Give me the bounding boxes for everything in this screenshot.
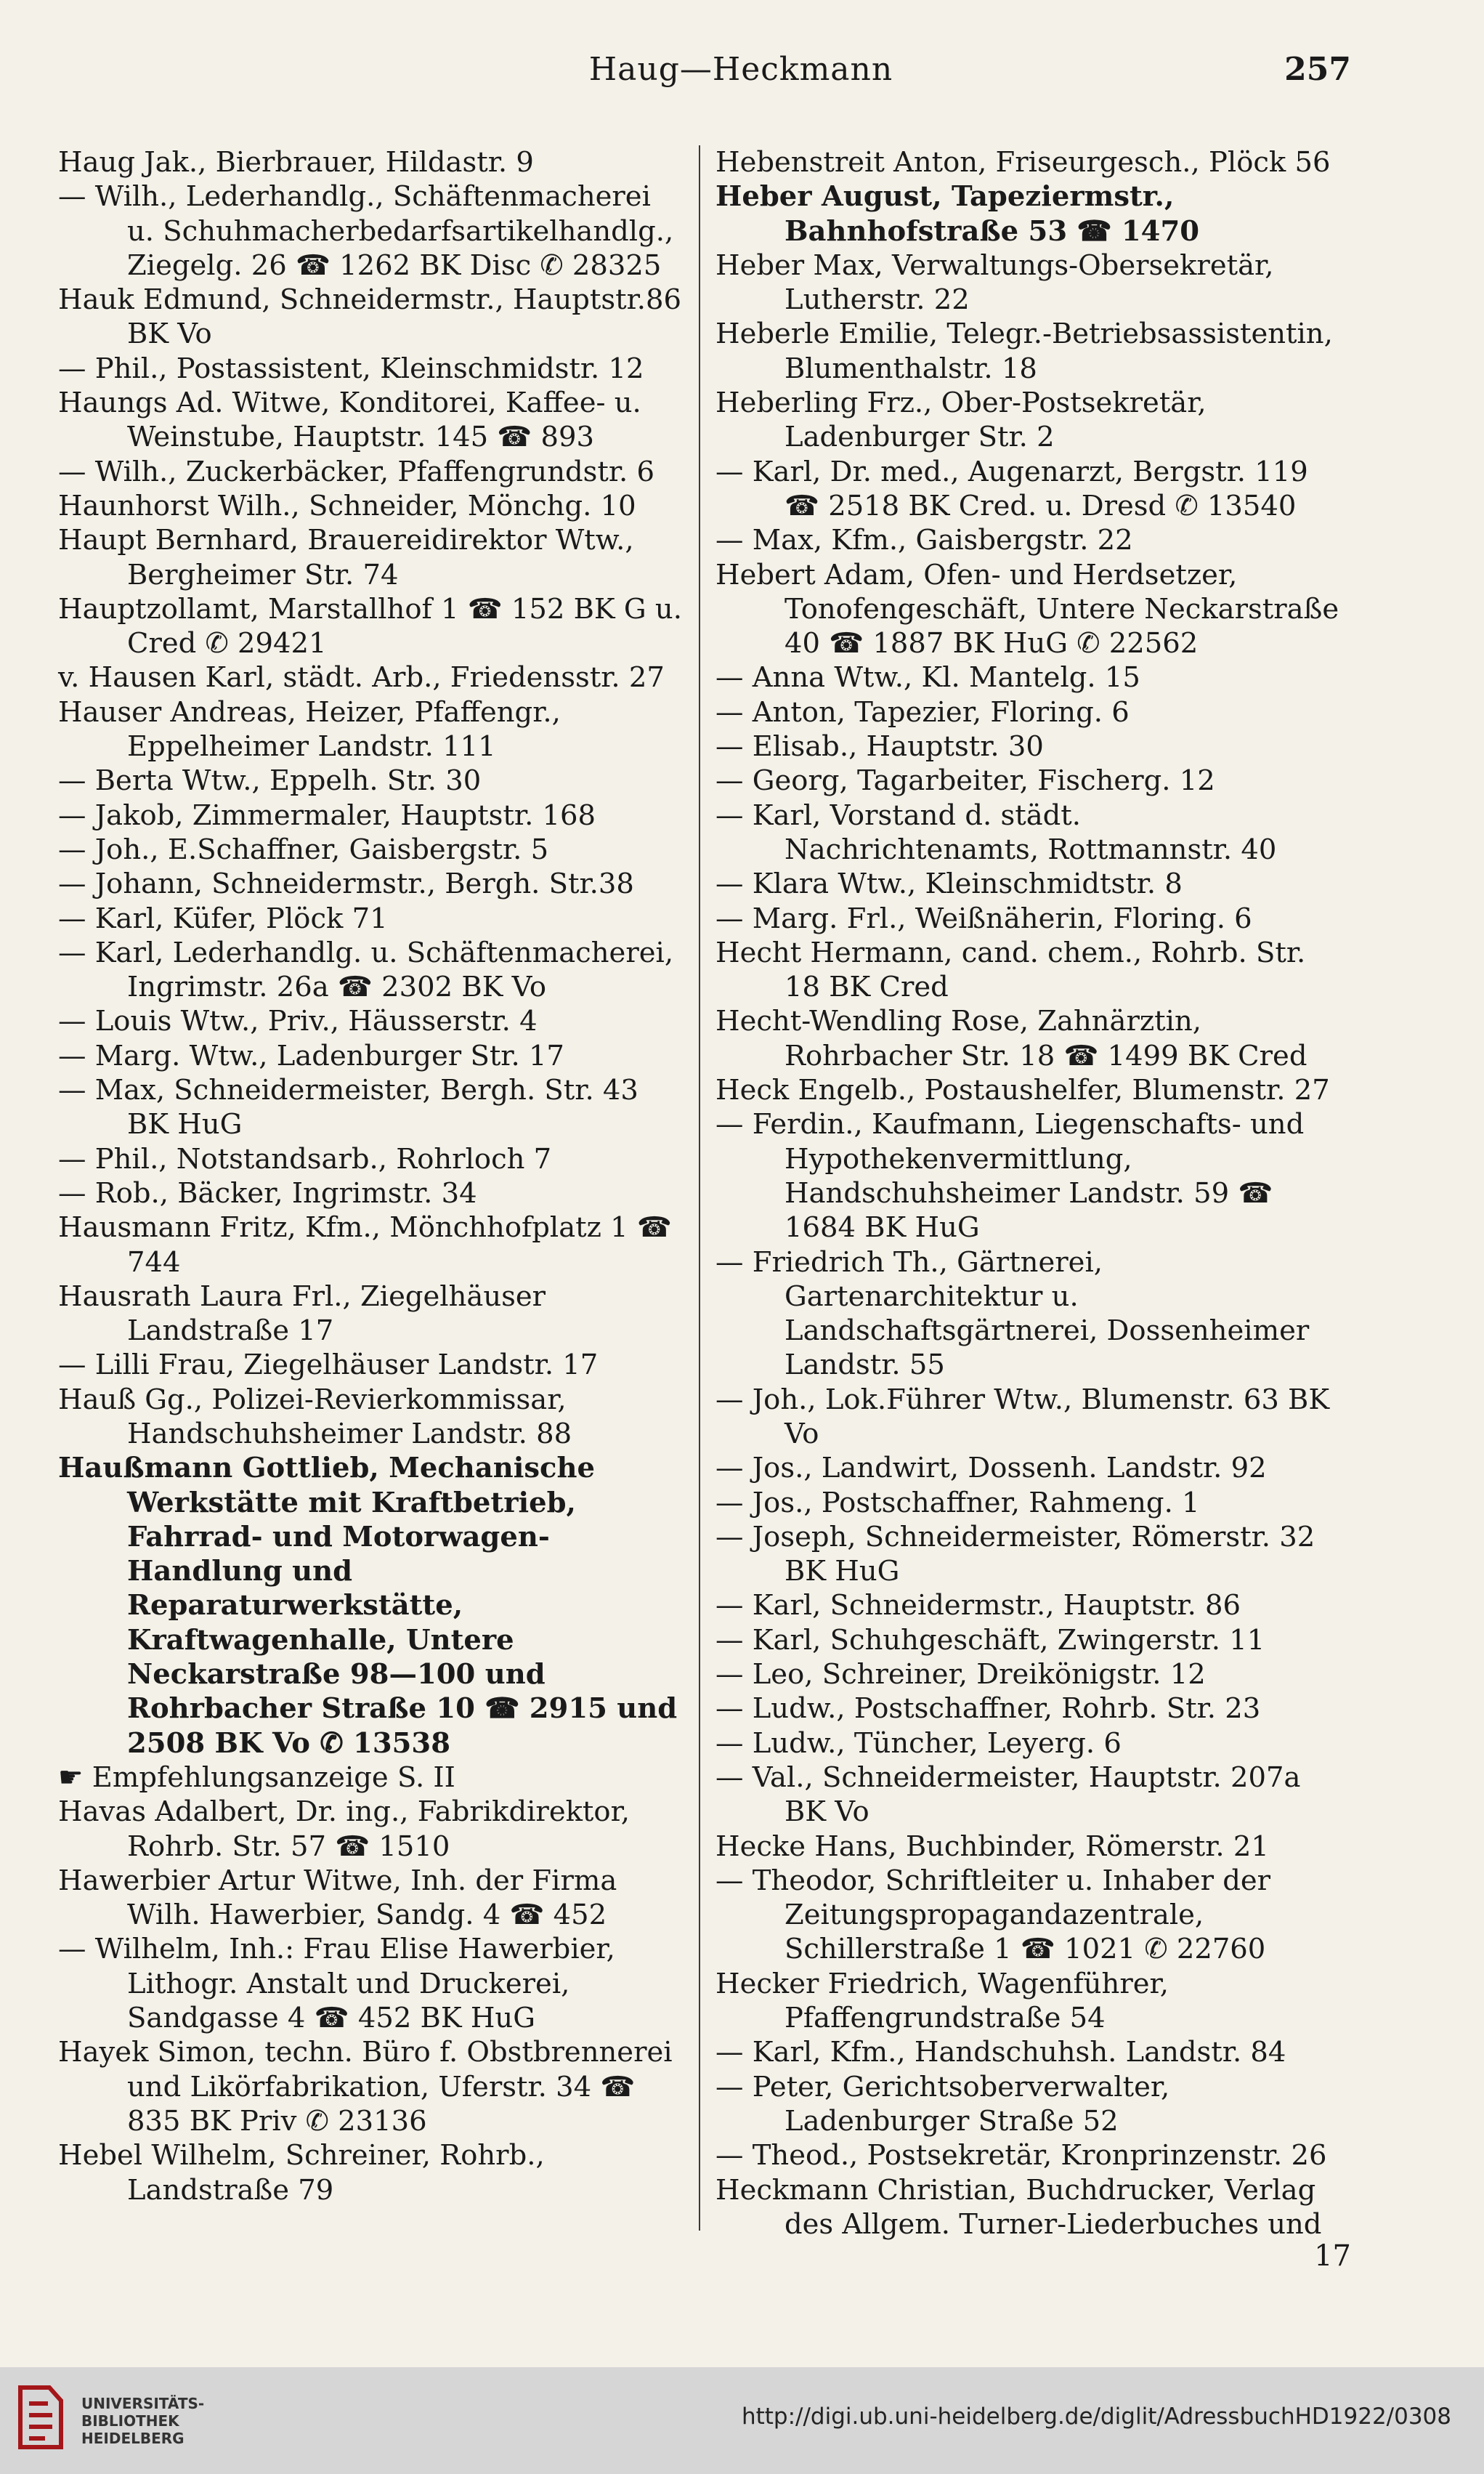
- directory-entry: Hecht Hermann, cand. chem., Rohrb. Str. 18 BK Cred: [715, 936, 1315, 1004]
- directory-entry: Hawerbier Artur Witwe, Inh. der Firma Wilh. Hawerbier, Sandg. 4 ☎ 452: [58, 1864, 626, 1932]
- page-number: 257: [1284, 51, 1351, 88]
- library-name-line: HEIDELBERG: [81, 2430, 185, 2447]
- directory-entry: — Phil., Postassistent, Kleinschmidstr. 12: [58, 352, 644, 385]
- directory-entry: — Max, Schneidermeister, Bergh. Str. 43 BK HuG: [58, 1074, 648, 1141]
- directory-entry: — Anton, Tapezier, Floring. 6: [715, 695, 1130, 729]
- directory-entry: Hauß Gg., Polizei-Revierkommissar, Handschuhsheimer Landstr. 88: [58, 1383, 575, 1450]
- directory-entry: Heber Max, Verwaltungs-Obersekretär, Lutherstr. 22: [715, 248, 1283, 317]
- running-head: Haug—Heckmann: [588, 51, 893, 88]
- signature-mark: 17: [1314, 2239, 1351, 2273]
- column-divider: [699, 145, 700, 2231]
- directory-entry: — Karl, Kfm., Handschuhsh. Landstr. 84: [715, 2036, 1286, 2069]
- library-name-line: BIBLIOTHEK: [81, 2412, 179, 2430]
- directory-entry: — Ferdin., Kaufmann, Liegenschafts- und Hypothekenvermittlung, Handschuhsheimer Landstr. 59 ☎ 1684 BK HuG: [715, 1108, 1313, 1245]
- directory-entry: — Leo, Schreiner, Dreikönigstr. 12: [715, 1658, 1206, 1691]
- directory-entry: Heckmann Christian, Buchdrucker, Verlag des Allgem. Turner-Liederbuches und: [715, 2173, 1325, 2241]
- directory-entry: ☛ Empfehlungsanzeige S. II: [58, 1760, 455, 1794]
- directory-entry: — Theod., Postsekretär, Kronprinzenstr. 26: [715, 2139, 1327, 2172]
- directory-entry: Hecker Friedrich, Wagenführer, Pfaffengrundstraße 54: [715, 1967, 1178, 2035]
- directory-entry: Hebert Adam, Ofen- und Herdsetzer, Tonofengeschäft, Untere Neckarstraße 40 ☎ 1887 BK HuG ✆ 22562: [715, 558, 1348, 660]
- directory-entry: Haußmann Gottlieb, Mechanische Werkstätte mit Kraftbetrieb, Fahrrad- und Motorwagen-Handlung und Reparaturwerkstätte, Kraftwagenhalle, Untere Neckarstraße 98—100 und Rohrbacher Straße 10 ☎ 2915 und 2508 BK Vo ✆ 13538: [58, 1452, 687, 1760]
- directory-entry: Haug Jak., Bierbrauer, Hildastr. 9: [58, 146, 534, 179]
- directory-entry: — Jos., Postschaffner, Rahmeng. 1: [715, 1486, 1200, 1519]
- directory-entry: Haunhorst Wilh., Schneider, Mönchg. 10: [58, 489, 636, 522]
- directory-entry: Hayek Simon, techn. Büro f. Obstbrennerei und Likörfabrikation, Uferstr. 34 ☎ 835 BK Priv ✆ 23136: [58, 2036, 681, 2138]
- directory-entry: — Klara Wtw., Kleinschmidtstr. 8: [715, 868, 1183, 901]
- directory-entry: Heber August, Tapeziermstr., Bahnhofstraße 53 ☎ 1470: [715, 180, 1200, 248]
- source-url-link[interactable]: http://digi.ub.uni-heidelberg.de/diglit/AdressbuchHD1922/0308: [741, 2404, 1451, 2430]
- directory-entry: Haupt Bernhard, Brauereidirektor Wtw., Bergheimer Str. 74: [58, 524, 643, 591]
- directory-entry: — Johann, Schneidermstr., Bergh. Str.38: [58, 868, 634, 901]
- directory-entry: Heberle Emilie, Telegr.-Betriebsassistentin, Blumenthalstr. 18: [715, 318, 1342, 385]
- directory-entry: — Ludw., Tüncher, Leyerg. 6: [715, 1726, 1122, 1760]
- directory-entry: — Karl, Küfer, Plöck 71: [58, 902, 388, 935]
- directory-entry: — Max, Kfm., Gaisbergstr. 22: [715, 524, 1133, 557]
- directory-entry: — Joh., Lok.Führer Wtw., Blumenstr. 63 BK Vo: [715, 1383, 1339, 1450]
- directory-entry: Havas Adalbert, Dr. ing., Fabrikdirektor, Rohrb. Str. 57 ☎ 1510: [58, 1795, 639, 1863]
- directory-entry: — Karl, Lederhandlg. u. Schäftenmacherei, Ingrimstr. 26a ☎ 2302 BK Vo: [58, 936, 683, 1004]
- directory-entry: — Karl, Schneidermstr., Hauptstr. 86: [715, 1589, 1241, 1622]
- directory-entry: — Friedrich Th., Gärtnerei, Gartenarchitektur u. Landschaftsgärtnerei, Dossenheimer Landstr. 55: [715, 1245, 1318, 1382]
- directory-entry: Hecht-Wendling Rose, Zahnärztin, Rohrbacher Str. 18 ☎ 1499 BK Cred: [715, 1005, 1307, 1072]
- directory-entry: Hebel Wilhelm, Schreiner, Rohrb., Landstraße 79: [58, 2139, 554, 2207]
- directory-entry: Hebenstreit Anton, Friseurgesch., Plöck 56: [715, 146, 1331, 179]
- directory-entry: — Berta Wtw., Eppelh. Str. 30: [58, 764, 482, 798]
- directory-entry: Hecke Hans, Buchbinder, Römerstr. 21: [715, 1830, 1269, 1863]
- directory-entry: — Jos., Landwirt, Dossenh. Landstr. 92: [715, 1452, 1267, 1485]
- directory-entry: — Theodor, Schriftleiter u. Inhaber der Zeitungspropagandazentrale, Schillerstraße 1 ☎ 1021 ✆ 22760: [715, 1864, 1280, 1966]
- directory-entry: Heberling Frz., Ober-Postsekretär, Ladenburger Str. 2: [715, 387, 1215, 454]
- directory-entry: — Peter, Gerichtsoberverwalter, Ladenburger Straße 52: [715, 2070, 1179, 2138]
- right-column: [715, 145, 1348, 2241]
- directory-entry: Hauptzollamt, Marstallhof 1 ☎ 152 BK G u. Cred ✆ 29421: [58, 592, 692, 660]
- directory-entry: — Rob., Bäcker, Ingrimstr. 34: [58, 1176, 477, 1210]
- directory-entry: — Georg, Tagarbeiter, Fischerg. 12: [715, 764, 1215, 798]
- directory-entry: — Wilh., Zuckerbäcker, Pfaffengrundstr. 6: [58, 455, 655, 488]
- library-name-line: UNIVERSITÄTS-: [81, 2395, 205, 2412]
- directory-entry: — Marg. Frl., Weißnäherin, Floring. 6: [715, 902, 1252, 935]
- directory-entry: — Karl, Dr. med., Augenarzt, Bergstr. 119 ☎ 2518 BK Cred. u. Dresd ✆ 13540: [715, 455, 1317, 522]
- directory-entry: Hausrath Laura Frl., Ziegelhäuser Landstraße 17: [58, 1280, 555, 1348]
- directory-entry: — Wilh., Lederhandlg., Schäftenmacherei u. Schuhmacherbedarfsartikelhandlg., Ziegelg. 26 ☎ 1262 BK Disc ✆ 28325: [58, 180, 683, 282]
- directory-entry: v. Hausen Karl, städt. Arb., Friedensstr. 27: [58, 661, 665, 695]
- directory-entry: — Joseph, Schneidermeister, Römerstr. 32 BK HuG: [715, 1520, 1324, 1588]
- directory-entry: — Ludw., Postschaffner, Rohrb. Str. 23: [715, 1692, 1261, 1726]
- directory-entry: Haungs Ad. Witwe, Konditorei, Kaffee- u. Weinstube, Hauptstr. 145 ☎ 893: [58, 387, 651, 454]
- directory-entry: — Louis Wtw., Priv., Häusserstr. 4: [58, 1005, 538, 1038]
- directory-entry: — Wilhelm, Inh.: Frau Elise Hawerbier, Lithogr. Anstalt und Druckerei, Sandgasse 4 ☎ 452 BK HuG: [58, 1933, 625, 2035]
- directory-entry: — Val., Schneidermeister, Hauptstr. 207a BK Vo: [715, 1760, 1310, 1829]
- directory-entry: — Phil., Notstandsarb., Rohrloch 7: [58, 1142, 552, 1176]
- directory-entry: — Anna Wtw., Kl. Mantelg. 15: [715, 661, 1140, 695]
- directory-entry: — Joh., E.Schaffner, Gaisbergstr. 5: [58, 833, 549, 866]
- library-name: [81, 2395, 204, 2447]
- directory-entry: — Elisab., Hauptstr. 30: [715, 730, 1044, 764]
- library-logo-icon[interactable]: [16, 2385, 65, 2450]
- directory-entry: — Lilli Frau, Ziegelhäuser Landstr. 17: [58, 1349, 599, 1382]
- directory-entry: — Jakob, Zimmermaler, Hauptstr. 168: [58, 799, 596, 832]
- left-column: [58, 145, 692, 2207]
- directory-entry: — Karl, Schuhgeschäft, Zwingerstr. 11: [715, 1623, 1265, 1657]
- directory-entry: — Karl, Vorstand d. städt. Nachrichtenamts, Rottmannstr. 40: [715, 799, 1277, 866]
- directory-entry: — Marg. Wtw., Ladenburger Str. 17: [58, 1039, 564, 1072]
- directory-entry: Hauk Edmund, Schneidermstr., Hauptstr.86 BK Vo: [58, 283, 691, 351]
- page-header: [0, 51, 1484, 109]
- directory-entry: Heck Engelb., Postaushelfer, Blumenstr. 27: [715, 1074, 1330, 1107]
- directory-entry: Hausmann Fritz, Kfm., Mönchhofplatz 1 ☎ 744: [58, 1211, 681, 1279]
- footer-bar: [0, 2367, 1484, 2474]
- directory-entry: Hauser Andreas, Heizer, Pfaffengr., Eppelheimer Landstr. 111: [58, 695, 570, 764]
